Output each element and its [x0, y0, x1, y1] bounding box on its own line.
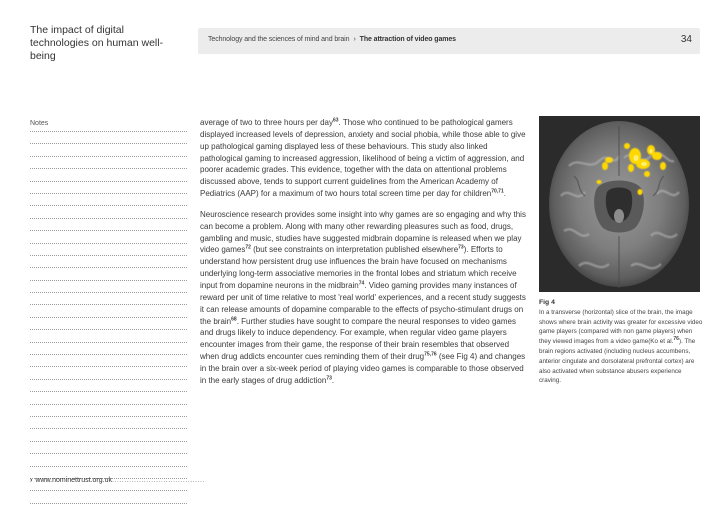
figure-label: Fig 4	[539, 299, 555, 306]
page-number: 34	[680, 34, 692, 45]
note-line	[30, 367, 187, 379]
text-run: ). Efforts to understand how persistent drug use influences the brain have focused on mechanisms underlying long-term associative memories in the frontal lobes and striatum which receive input from dopamine neurons in the midbrain	[200, 245, 517, 290]
citation-ref: 63	[332, 117, 339, 124]
note-line	[30, 442, 187, 454]
citation-ref: 70,71	[491, 188, 504, 195]
note-line	[30, 144, 187, 156]
note-line	[30, 194, 187, 206]
brain-scan-image	[539, 116, 700, 292]
brain-scan-figure	[539, 116, 700, 292]
note-line	[30, 405, 187, 417]
note-line	[30, 268, 187, 280]
note-line	[30, 132, 187, 144]
note-line	[30, 330, 187, 342]
text-run: .	[503, 189, 506, 199]
note-line	[30, 281, 187, 293]
breadcrumb-section[interactable]: Technology and the sciences of mind and brain	[208, 36, 350, 43]
notes-lines	[30, 132, 187, 504]
paragraph-2	[200, 209, 530, 387]
header-bar	[198, 28, 700, 54]
note-line	[30, 392, 187, 404]
caption-text: In a transverse (horizontal) slice of the brain, the image shows where brain activity was greater for excessive video game players (compared with non game players) when they viewed images from a video game(Ko et al.	[539, 308, 703, 346]
note-line	[30, 219, 187, 231]
text-run: average of two to three hours per day	[200, 118, 333, 127]
website-link[interactable]	[30, 477, 205, 484]
note-line	[30, 318, 187, 330]
breadcrumb-separator-icon: ›	[353, 36, 356, 43]
website-link-text[interactable]: www.nominettrust.org.uk	[35, 477, 112, 484]
caption-reference: 76	[673, 336, 679, 343]
citation-ref: 74	[358, 280, 365, 287]
citation-ref: 75,76	[424, 351, 437, 358]
text-run: (but see constraints on interpretation published elsewhere	[250, 245, 459, 255]
note-line	[30, 231, 187, 243]
breadcrumb-current: The attraction of video games	[359, 36, 456, 43]
citation-ref: 68	[231, 315, 237, 322]
note-line	[30, 157, 187, 169]
text-run: Neuroscience research provides some insight into why games are so engaging and why this can become a problem. Along with many other rewarding pleasures such as food, drugs, gambling and music, studies have suggested midbrain dopamine is released when we play video games	[200, 209, 526, 255]
link-arrow-icon: ›	[30, 477, 33, 484]
note-line	[30, 343, 187, 355]
notes-panel	[30, 120, 187, 504]
paragraph-1	[200, 117, 530, 200]
note-line	[30, 355, 187, 367]
breadcrumb	[208, 36, 456, 43]
citation-ref: 72	[245, 244, 251, 251]
note-line	[30, 182, 187, 194]
note-line	[30, 293, 187, 305]
text-run: . Video gaming provides many instances of reward per unit of time relative to most 'real world' experiences, and a recent study suggests it can release amounts of dopamine comparable to the effects of psycho-stimulant drugs on the brain	[200, 280, 526, 326]
text-run: . Those who continued to be pathological gamers displayed increased levels of depression, anxiety and social phobia, while those able to give up pathological gaming displayed less of these behaviours. This study also linked pathological gaming to increased aggression, likelihood of being a victim of aggression, and poorer academic grades. This evidence, together with the data on attentional problems discussed above, tends to support current guidelines from the American Academy of Pediatrics (AAP) for a maximum of two hours total screen time per day for children	[200, 118, 526, 199]
citation-ref: 73	[326, 375, 332, 382]
text-run: .	[331, 375, 335, 385]
note-line	[30, 305, 187, 317]
note-line	[30, 169, 187, 181]
text-run: . Further studies have sought to compare the neural responses to video games and drugs likely to induce dependency. For example, when regular video game players encounter images from their game, the response of their brain resembles that observed when drug addicts encounter cues reminding them of their drug	[200, 316, 516, 362]
notes-title: Notes	[30, 120, 187, 132]
note-line	[30, 206, 187, 218]
body-text	[200, 117, 530, 396]
document-title: The impact of digital technologies on human well-being	[30, 24, 164, 62]
note-line	[30, 256, 187, 268]
note-line	[30, 454, 187, 466]
note-line	[30, 491, 187, 503]
caption-text-end: ). The brain regions activated (including nucleus accumbens, anterior cingulate and dorsolateral prefrontal cortex) are also activated when substance abusers experience craving.	[539, 338, 696, 385]
text-run: (see Fig 4) and changes in the brain over a six-week period of playing video games is comparable to those observed in the early stages of drug addiction	[200, 352, 526, 385]
figure-caption	[539, 298, 703, 386]
link-dots: ......................................	[112, 477, 205, 484]
citation-ref: 73	[458, 244, 464, 251]
note-line	[30, 380, 187, 392]
note-line	[30, 417, 187, 429]
note-line	[30, 429, 187, 441]
note-line	[30, 244, 187, 256]
